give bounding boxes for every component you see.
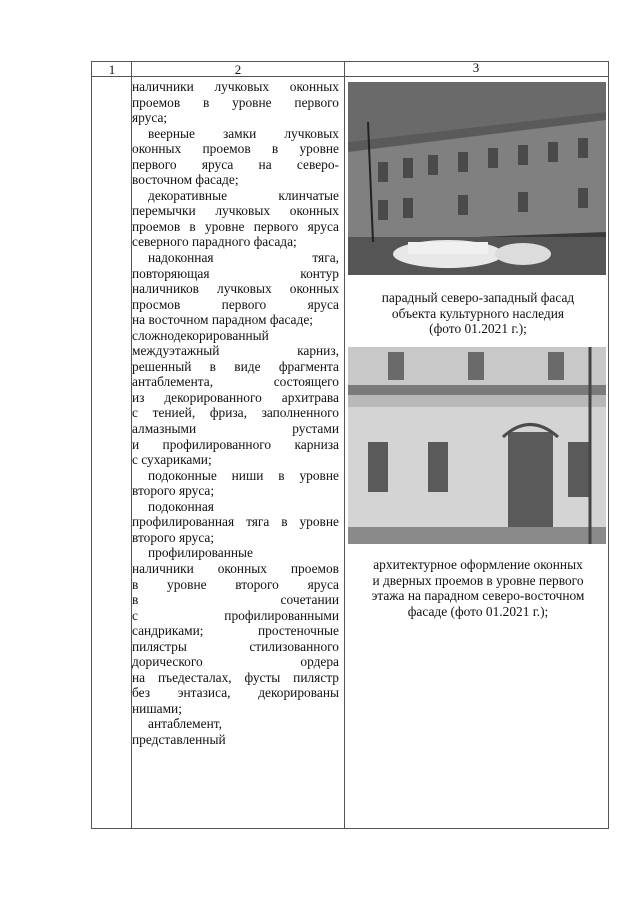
text-line: междуэтажный карниз, (132, 343, 339, 359)
caption-line: архитектурное оформление оконных (373, 557, 583, 572)
caption-line: парадный северо-западный фасад (381, 290, 575, 305)
building-photo-image (348, 82, 606, 275)
text-line: перемычки лучковых оконных (132, 203, 339, 219)
facade-photo-2 (348, 347, 606, 544)
text-line: наличники лучковых оконных (132, 79, 339, 94)
text-line: антаблемента, состоящего (132, 374, 339, 390)
text-line: проемов в уровне первого (132, 94, 339, 110)
text-line: без энтазиса, декорированы (132, 685, 339, 701)
text-line: повторяющая контур (132, 265, 339, 281)
text-line: второго яруса; (132, 529, 215, 545)
caption-line: (фото 01.2021 г.); (429, 321, 527, 336)
text-line: нишами; (132, 700, 182, 716)
text-line: восточном фасаде; (132, 172, 239, 188)
text-line: на восточном парадном фасаде; (132, 312, 313, 328)
text-line: решенный в виде фрагмента (132, 358, 339, 374)
column-divider-2 (344, 62, 345, 828)
facade-photo-1 (348, 82, 606, 275)
text-line: в сочетании (132, 592, 339, 608)
text-line: проемов в уровне первого яруса (132, 218, 339, 234)
caption-line: фасаде (фото 01.2021 г.); (407, 603, 549, 619)
text-line: наличники оконных проемов (132, 560, 339, 576)
text-line: из декорированного архитрава (132, 389, 339, 405)
text-line: второго яруса; (132, 483, 215, 499)
text-line: северного парадного фасада; (132, 234, 297, 250)
header-cell-2: 2 (132, 62, 344, 77)
text-line: с тенией, фриза, заполненного (132, 405, 339, 421)
text-line: сложнодекорированный (132, 327, 269, 343)
text-line: сандриками; простеночные (132, 623, 339, 639)
text-line: первого яруса на северо- (132, 156, 339, 172)
text-line: алмазными рустами (132, 421, 339, 437)
caption-line: этажа на парадном северо-восточном (371, 588, 585, 603)
text-line: с профилированными (132, 607, 339, 623)
text-line: наличников лучковых оконных (132, 281, 339, 297)
text-line: веерные замки лучковых (148, 125, 339, 141)
text-line: подоконная (148, 498, 214, 514)
text-line: антаблемент, (148, 716, 222, 732)
photo-1-caption (350, 290, 606, 337)
text-line: оконных проемов в уровне (132, 141, 339, 157)
text-line: на пъедесталах, фусты пилястр (132, 669, 339, 685)
document-table (91, 61, 609, 829)
text-line: с сухариками; (132, 452, 212, 468)
text-line: и профилированного карниза (132, 436, 339, 452)
text-line: декоративные клинчатые (148, 187, 339, 203)
text-line: представленный (132, 731, 226, 747)
text-line: надоконная тяга, (148, 250, 339, 266)
text-line: дорического ордера (132, 654, 339, 670)
text-line: пилястры стилизованного (132, 638, 339, 654)
text-line: подоконные ниши в уровне (148, 467, 339, 483)
text-line: профилированные (148, 545, 253, 561)
description-text (132, 79, 339, 748)
photo-2-caption (350, 557, 606, 619)
facade-detail-image (348, 347, 606, 544)
header-cell-1: 1 (92, 62, 132, 77)
header-cell-3: 3 (344, 62, 608, 77)
caption-line: и дверных проемов в уровне первого (372, 572, 584, 588)
text-line: просмов первого яруса (132, 296, 339, 312)
text-line: профилированная тяга в уровне (132, 514, 339, 530)
text-line: в уровне второго яруса (132, 576, 339, 592)
text-line: яруса; (132, 110, 168, 126)
caption-line: объекта культурного наследия (391, 305, 565, 321)
